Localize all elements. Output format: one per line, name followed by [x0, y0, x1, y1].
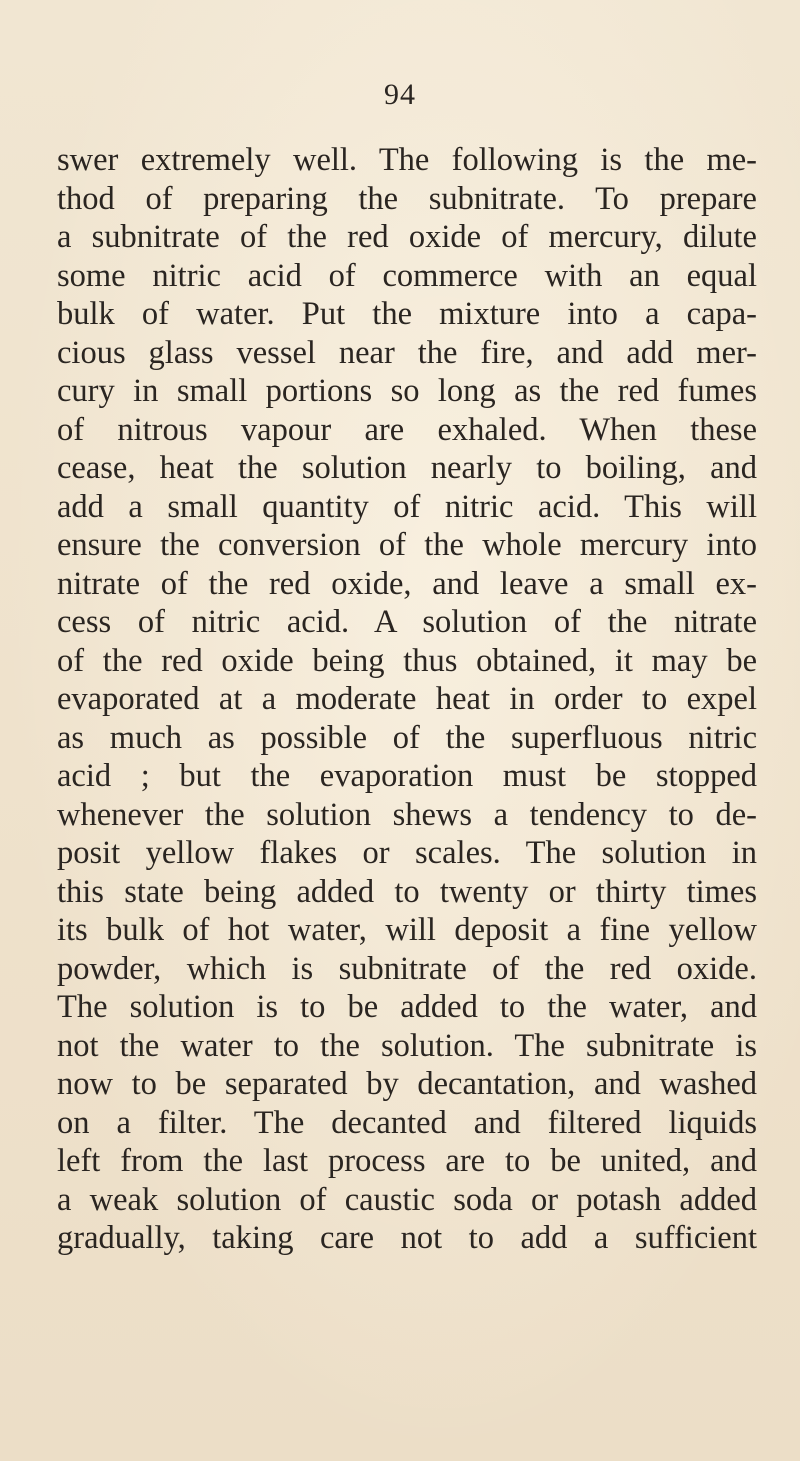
- text-line: bulk of water. Put the mixture into a capa-: [57, 296, 757, 332]
- text-line: acid ; but the evaporation must be stopped: [57, 758, 757, 794]
- text-line: some nitric acid of commerce with an equal: [57, 257, 757, 294]
- text-line: cease, heat the solution nearly to boiling, and: [57, 450, 757, 486]
- text-line: of the red oxide being thus obtained, it may be: [57, 642, 757, 679]
- text-line: left from the last process are to be united, and: [57, 1143, 757, 1179]
- text-line: cury in small portions so long as the red fumes: [57, 373, 757, 409]
- text-line: cious glass vessel near the fire, and add mer-: [57, 334, 757, 371]
- text-line: swer extremely well. The following is the me-: [57, 142, 757, 178]
- text-line: of nitrous vapour are exhaled. When these: [57, 411, 757, 448]
- text-line: a subnitrate of the red oxide of mercury, dilute: [57, 219, 757, 255]
- text-line: this state being added to twenty or thirty times: [57, 873, 757, 910]
- text-line: cess of nitric acid. A solution of the nitrate: [57, 604, 757, 640]
- text-line: posit yellow flakes or scales. The solution in: [57, 835, 757, 871]
- text-line: now to be separated by decantation, and washed: [57, 1066, 757, 1102]
- text-line: The solution is to be added to the water, and: [57, 989, 757, 1025]
- text-line: ensure the conversion of the whole mercury into: [57, 527, 757, 563]
- text-line: as much as possible of the superfluous nitric: [57, 719, 757, 756]
- text-line: evaporated at a moderate heat in order to expel: [57, 681, 757, 717]
- text-line: its bulk of hot water, will deposit a fine yellow: [57, 912, 757, 948]
- text-line: add a small quantity of nitric acid. This will: [57, 488, 757, 525]
- text-line: powder, which is subnitrate of the red oxide.: [57, 950, 757, 987]
- text-line: not the water to the solution. The subnitrate is: [57, 1027, 757, 1064]
- page-number: 94: [384, 78, 416, 111]
- text-line: gradually, taking care not to add a sufficient: [57, 1220, 757, 1256]
- text-line: nitrate of the red oxide, and leave a small ex-: [57, 565, 757, 602]
- text-line: thod of preparing the subnitrate. To prepare: [57, 180, 757, 217]
- text-line: a weak solution of caustic soda or potash added: [57, 1181, 757, 1218]
- text-line: on a filter. The decanted and filtered liquids: [57, 1104, 757, 1141]
- body-text: [57, 141, 757, 1258]
- text-line: whenever the solution shews a tendency to de-: [57, 796, 757, 833]
